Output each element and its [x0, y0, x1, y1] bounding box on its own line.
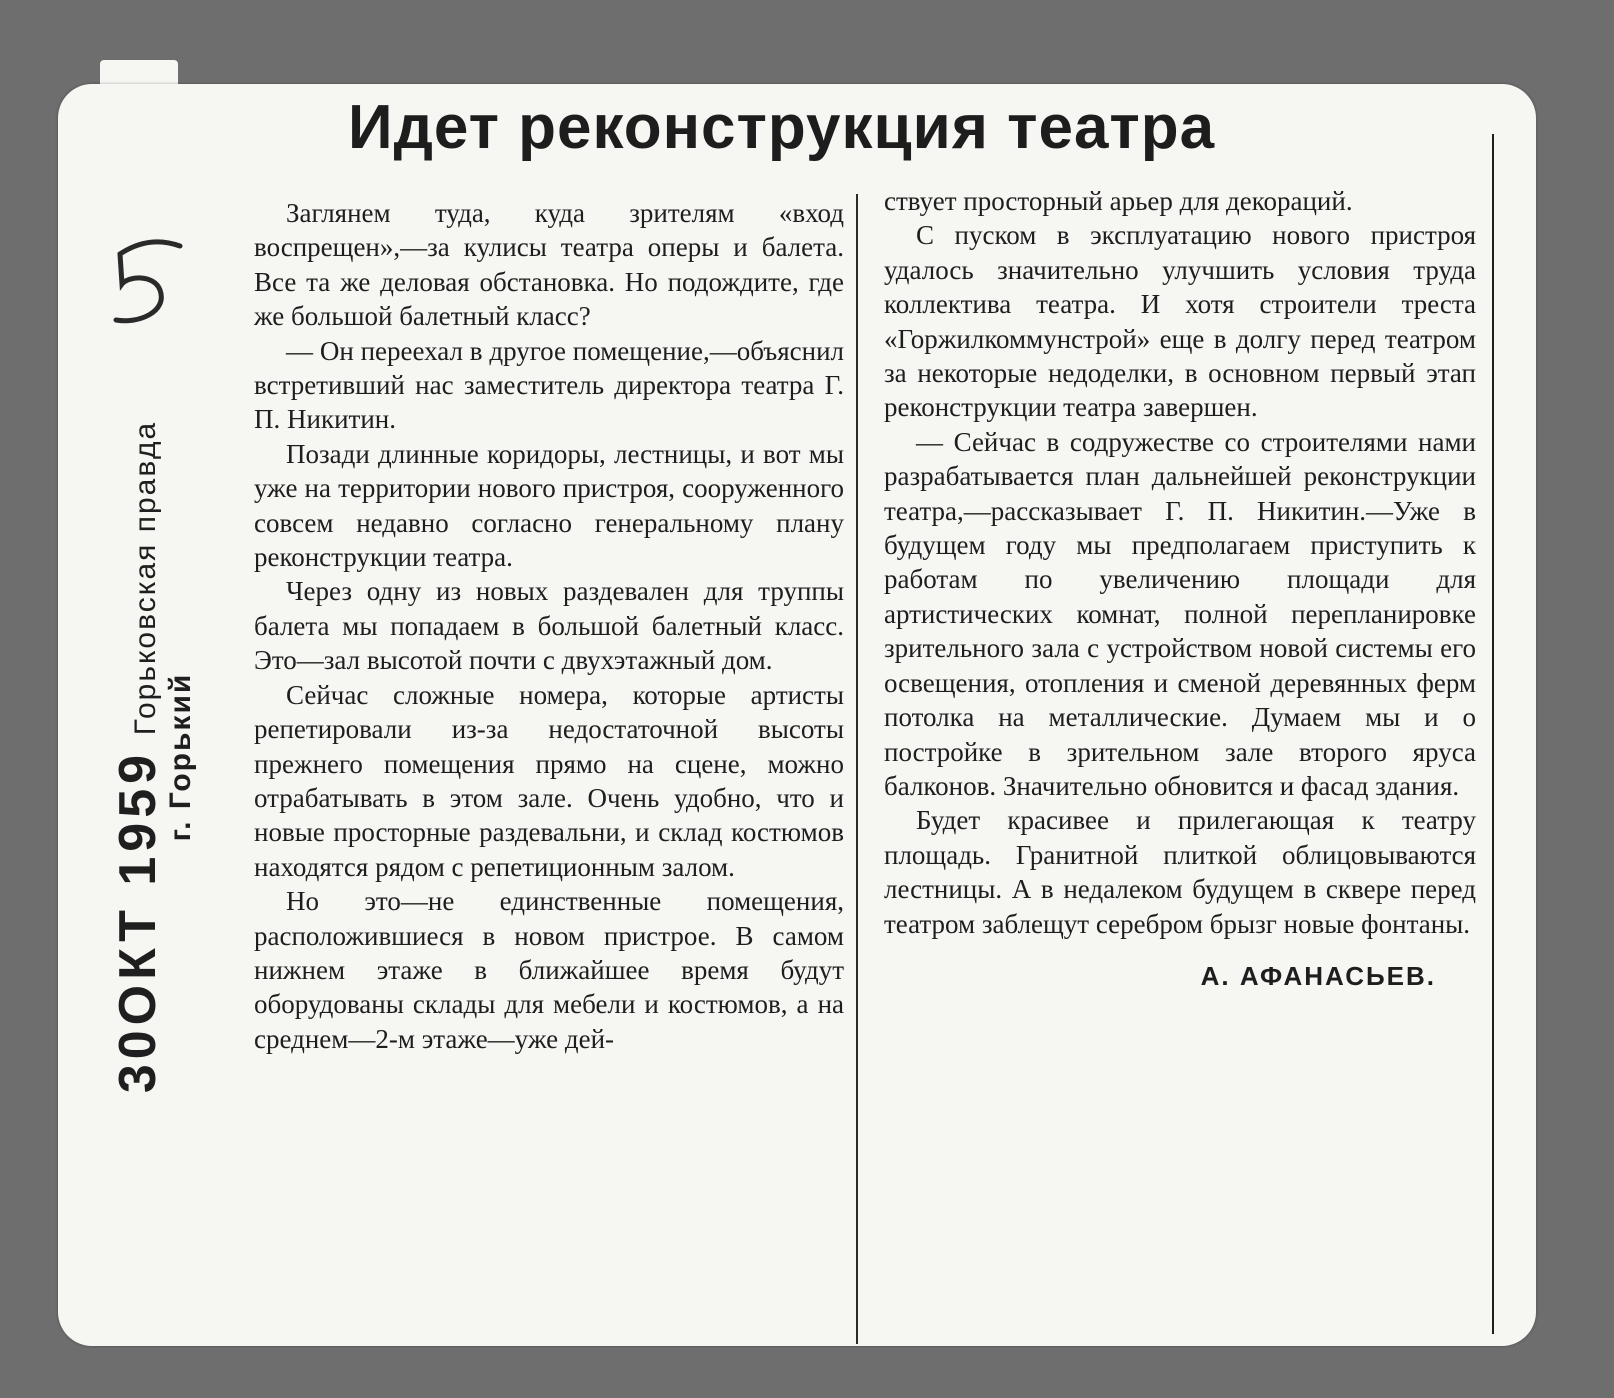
stamp-date: 30ОКТ 1959: [109, 749, 167, 1094]
paragraph: С пуском в эксплуатацию нового пристроя удалось значительно улучшить условия труда коллектива театра. И хотя строители треста «Горжилкоммунстрой» еще в долгу перед театром за некоторые недоделки, в основном первый этап реконструкции театра завершен.: [884, 220, 1476, 423]
paragraph: Но это—не единственные помещения, расположившиеся в новом пристрое. В самом нижнем этаже в ближайшее время будут оборудованы склады для мебели и костюмов, а на среднем—2-м этаже—уже дей-: [254, 886, 844, 1054]
paragraph: — Сейчас в содружестве со строителями нами разрабатывается план дальнейшей реконструкции театра,—рассказывает Г. П. Никитин.—Уже в будущем году мы предполагаем приступить к работам по увеличению площади для артистических комнат, полной перепланировке зрительного зала с устройством новой системы его освещения, отопления и сменой деревянных ферм потолка на металлические. Думаем мы и о постройке в зрительном зале второго яруса балконов. Значительно обновится и фасад здания.: [884, 426, 1476, 801]
column-divider: [856, 194, 858, 1344]
article-left-column: [254, 196, 844, 1056]
paragraph: Позади длинные коридоры, лестницы, и вот мы уже на территории нового пристроя, сооруженного совсем недавно согласно генеральному плану реконструкции театра.: [254, 438, 844, 573]
paragraph: Заглянем туда, куда зрителям «вход воспрещен»,—за кулисы театра оперы и балета. Все та же деловая обстановка. Но подождите, где же большой балетный класс?: [254, 198, 844, 332]
archive-date-stamp: [108, 182, 198, 1332]
newspaper-clipping: [58, 84, 1536, 1346]
article-right-column: [884, 184, 1476, 993]
paragraph: — Он переехал в другое помещение,—объяснил встретивший нас заместитель директора театра Г. П. Никитин.: [254, 335, 844, 435]
stamp-newspaper-name: Горьковская правда: [129, 420, 162, 736]
author-signature: А. АФАНАСЬЕВ.: [1200, 960, 1436, 991]
stamp-city: г. Горький: [164, 672, 197, 842]
clipping-cut-edge: [1492, 134, 1494, 1334]
article-headline: Идет реконструкция театра: [348, 93, 1216, 162]
paragraph-continuation: ствует просторный арьер для декораций.: [884, 186, 1353, 216]
paragraph: Через одну из новых раздевален для труппы балета мы попадаем в большой балетный класс. Это—зал высотой почти с двухэтажный дом.: [254, 576, 844, 676]
paragraph: Будет красивее и прилегающая к театру площадь. Гранитной плиткой облицовываются лестницы. А в недалеком будущем в сквере перед театром заблещут серебром брызг новые фонтаны.: [884, 805, 1476, 939]
paragraph: Сейчас сложные номера, которые артисты репетировали из-за недостаточной высоты прежнего помещения прямо на сцене, можно отрабатывать в этом зале. Очень удобно, что и новые просторные раздевальни, и склад костюмов находятся рядом с репетиционным залом.: [254, 679, 844, 882]
